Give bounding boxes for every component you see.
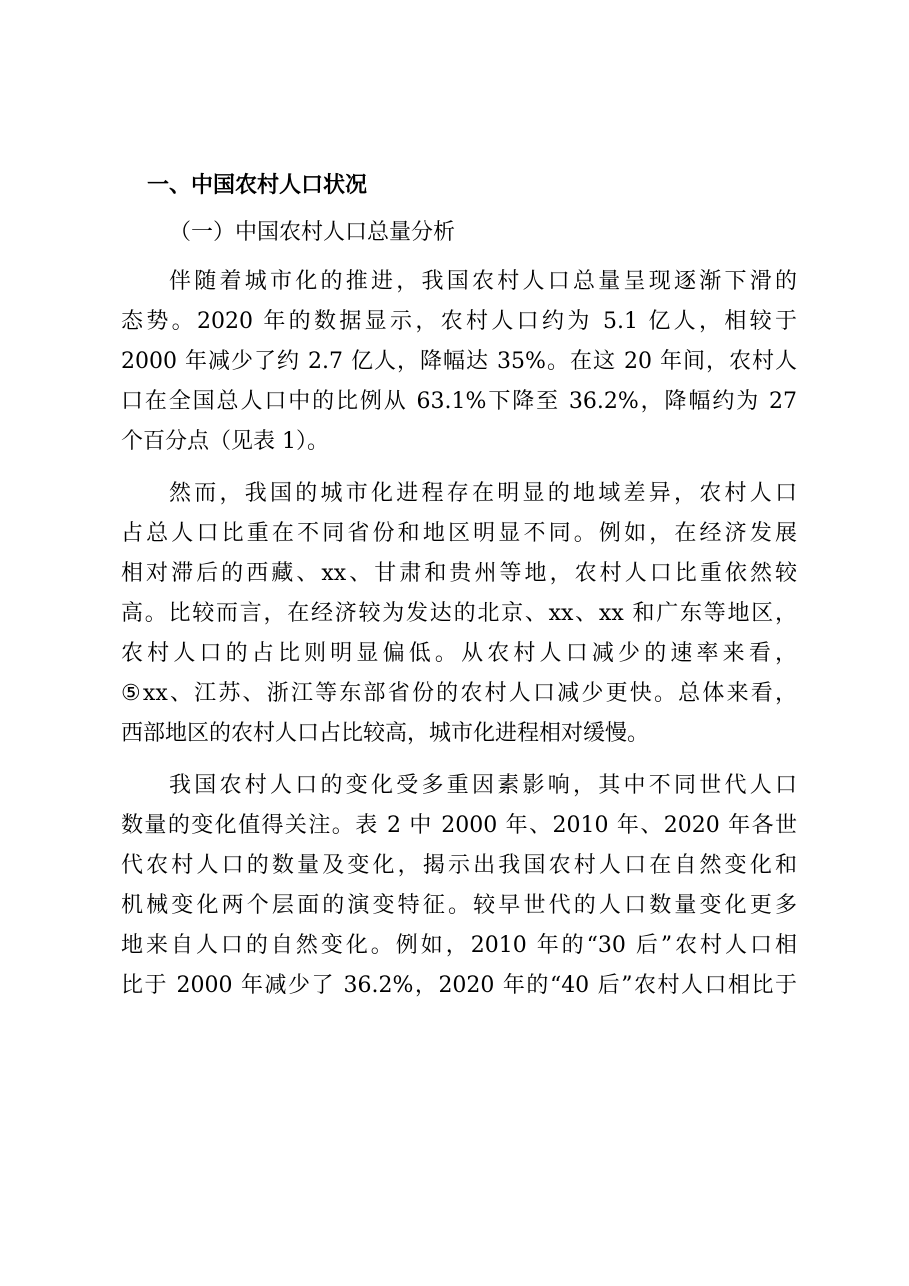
paragraph-line: ⑤xx、江苏、浙江等东部省份的农村人口减少更快。总体来看， [121,681,797,706]
paragraph-line: 然而，我国的城市化进程存在明显的地域差异，农村人口 [169,481,797,506]
paragraph-line: 占总人口比重在不同省份和地区明显不同。例如，在经济发展 [121,521,797,546]
paragraph-line: 数量的变化值得关注。表 2 中 2000 年、2010 年、2020 年各世 [121,813,797,838]
paragraph-line: 地来自人口的自然变化。例如，2010 年的“30 后”农村人口相 [121,933,797,958]
paragraph-line: 高。比较而言，在经济较为发达的北京、xx、xx 和广东等地区， [121,601,797,626]
paragraph-line: 农村人口的占比则明显偏低。从农村人口减少的速率来看， [121,641,797,666]
paragraph-2 [121,474,797,754]
paragraph-line: 口在全国总人口中的比例从 63.1%下降至 36.2%，降幅约为 27 [121,389,797,414]
paragraph-line: 机械变化两个层面的演变特征。较早世代的人口数量变化更多 [121,893,797,918]
paragraph-line: 态势。2020 年的数据显示，农村人口约为 5.1 亿人，相较于 [121,309,797,334]
paragraph-line: 个百分点（见表 1）。 [121,429,329,454]
subsection-heading: （一）中国农村人口总量分析 [169,220,456,245]
paragraph-3 [121,766,797,1006]
paragraph-line: 代农村人口的数量及变化，揭示出我国农村人口在自然变化和 [121,853,797,878]
document-page [121,166,797,1006]
paragraph-line: 比于 2000 年减少了 36.2%，2020 年的“40 后”农村人口相比于 [121,973,797,998]
paragraph-line: 西部地区的农村人口占比较高，城市化进程相对缓慢。 [121,721,650,746]
paragraph-1 [121,262,797,462]
paragraph-line: 2000 年减少了约 2.7 亿人，降幅达 35%。在这 20 年间，农村人 [121,349,797,374]
paragraph-line: 相对滞后的西藏、xx、甘肃和贵州等地，农村人口比重依然较 [121,561,797,586]
paragraph-line: 伴随着城市化的推进，我国农村人口总量呈现逐渐下滑的 [169,269,797,294]
paragraph-line: 我国农村人口的变化受多重因素影响，其中不同世代人口 [169,773,797,798]
section-heading: 一、中国农村人口状况 [147,173,368,198]
